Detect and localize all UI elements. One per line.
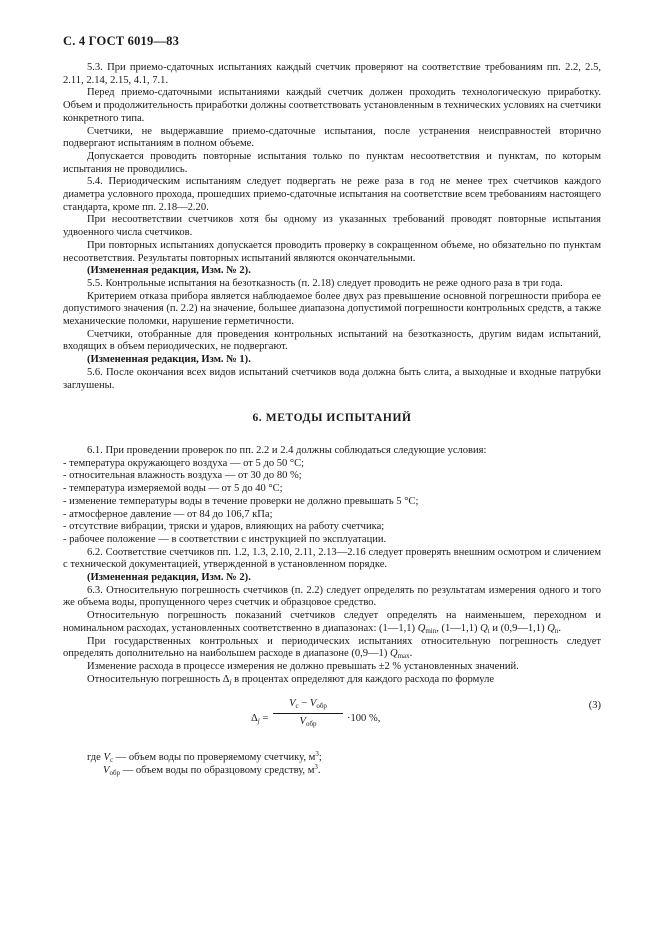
condition-item: - изменение температуры воды в течение проверки не должно превышать 5 °С; (63, 495, 419, 507)
paragraph: Допускается проводить повторные испытания только по пунктам несоответствия и пунктам, по которым испытания не проводились. (63, 150, 601, 175)
formula-lhs: $\Delta_j$ = (251, 713, 269, 726)
paragraph: 6.3. Относительную погрешность счетчиков (п. 2.2) следует определять по результатам измерения одного и того же объема воды, пропущенного через счетчик и образцовое средство. (63, 584, 601, 609)
condition-item: - температура измеряемой воды — от 5 до 40 °С; (63, 483, 283, 495)
condition-item: - рабочее положение — в соответствии с инструкцией по эксплуатации. (63, 533, 387, 545)
section-title: 6. МЕТОДЫ ИСПЫТАНИЙ (252, 412, 412, 425)
condition-item: - относительная влажность воздуха — от 30 до 80 %; (63, 470, 302, 482)
edit-note: (Измененная редакция, Изм. № 2). (87, 265, 251, 277)
paragraph: При несоответствии счетчиков хотя бы одному из указанных требований проводят повторные испытания удвоенного числа счетчиков. (63, 214, 601, 239)
paragraph: При повторных испытаниях допускается проводить проверку в сокращенном объеме, но обязательно по пунктам несоответствия. Результаты повторных испытаний являются окончательными. (63, 239, 601, 264)
edit-note: (Измененная редакция, Изм. № 1). (87, 354, 251, 366)
legend-item: где $V_c$ — объем воды по проверяемому счетчику, $м^3$; (87, 750, 322, 765)
paragraph-formula-intro: Относительную погрешность $\Delta_j$ в процентах определяют для каждого расхода по формуле (87, 673, 495, 686)
paragraph: 5.3. При приемо-сдаточных испытаниях каждый счетчик проверяют на соответствие требованиям пп. 2.2, 2.5, 2.11, 2.14, 2.15, 4.1, 7.1. (63, 62, 601, 86)
paragraph-max-flow: При государственных контрольных и периодических испытаниях относительную погрешность следует определять дополнительно на наибольшем расходе в диапазоне (0,9—1) $Q_{max}$. (63, 635, 601, 661)
paragraph: Перед приемо-сдаточными испытаниями каждый счетчик должен проходить технологическую приработку. Объем и продолжительность приработки должны соответствовать установленным в технических условиях на счетчики конкретного типа. (63, 87, 601, 124)
formula-fraction (273, 698, 343, 728)
formula-numerator: $V_c - V_{обр}$ (273, 698, 343, 714)
formula-legend (63, 752, 601, 777)
condition-item: - отсутствие вибрации, тряски и ударов, влияющих на работу счетчика; (63, 521, 385, 533)
formula-3 (63, 696, 601, 748)
paragraph: 5.6. После окончания всех видов испытаний счетчиков вода должна быть слита, а выходные и входные патрубки заглушены. (63, 366, 601, 391)
edit-note: (Измененная редакция, Изм. № 2). (87, 572, 251, 584)
paragraph: 6.2. Соответствие счетчиков пп. 1.2, 1.3, 2.10, 2.11, 2.13—2.16 следует проверять внешним осмотром и сличением с технической документацией, утвержденной в установленном порядке. (63, 546, 601, 571)
paragraph: Критерием отказа прибора является наблюдаемое более двух раз превышение основной погрешности прибора ее допустимого значения (п. 2.2) на значение, большее диапазона допустимой погрешности контрольных средств, а также механические поломки, нарушение герметичности. (63, 290, 601, 328)
paragraph: Изменение расхода в процессе измерения не должно превышать ±2 % установленных значений. (87, 660, 519, 672)
paragraph: Счетчики, не выдержавшие приемо-сдаточные испытания, после устранения неисправностей вторично подвергают испытаниям в полном объеме. (63, 125, 601, 150)
condition-item: - температура окружающего воздуха — от 5 до 50 °С; (63, 457, 305, 469)
paragraph: 5.4. Периодическим испытаниям следует подвергать не реже раза в год не менее трех счетчиков каждого диаметра условного прохода, прошедших приемо-сдаточные испытания на соответствие всем требованиям настоящего стандарта, кроме пп. 2.18—2.20. (63, 176, 601, 213)
formula-tail: ·100 %, (347, 713, 381, 725)
condition-item: - атмосферное давление — от 84 до 106,7 кПа; (63, 508, 273, 520)
formula-number: (3) (588, 700, 601, 712)
paragraph: 6.1. При проведении проверок по пп. 2.2 и 2.4 должны соблюдаться следующие условия: (87, 444, 487, 456)
paragraph: 5.5. Контрольные испытания на безотказность (п. 2.18) следует проводить не реже одного раза в три года. (87, 277, 563, 289)
formula-denominator: $V_{обр}$ (299, 716, 317, 729)
paragraph: Счетчики, отобранные для проведения контрольных испытаний на безотказность, другим видам испытаний, входящих в объем периодических, не подвергают. (63, 328, 601, 353)
document-body (63, 62, 601, 778)
page-header: С. 4 ГОСТ 6019—83 (63, 34, 180, 48)
legend-item: $V_{обр}$ — объем воды по образцовому средству, $м^3$. (103, 763, 321, 778)
paragraph-flow-rates: Относительную погрешность показаний счетчиков следует определять на наименьшем, переходном и номинальном расходах, установленных соответственно в диапазонах: (1—1,1) $Q_{min}$, (1—1,1) $Q_t$ и (0,9—1,1) $Q_n$. (63, 610, 601, 635)
